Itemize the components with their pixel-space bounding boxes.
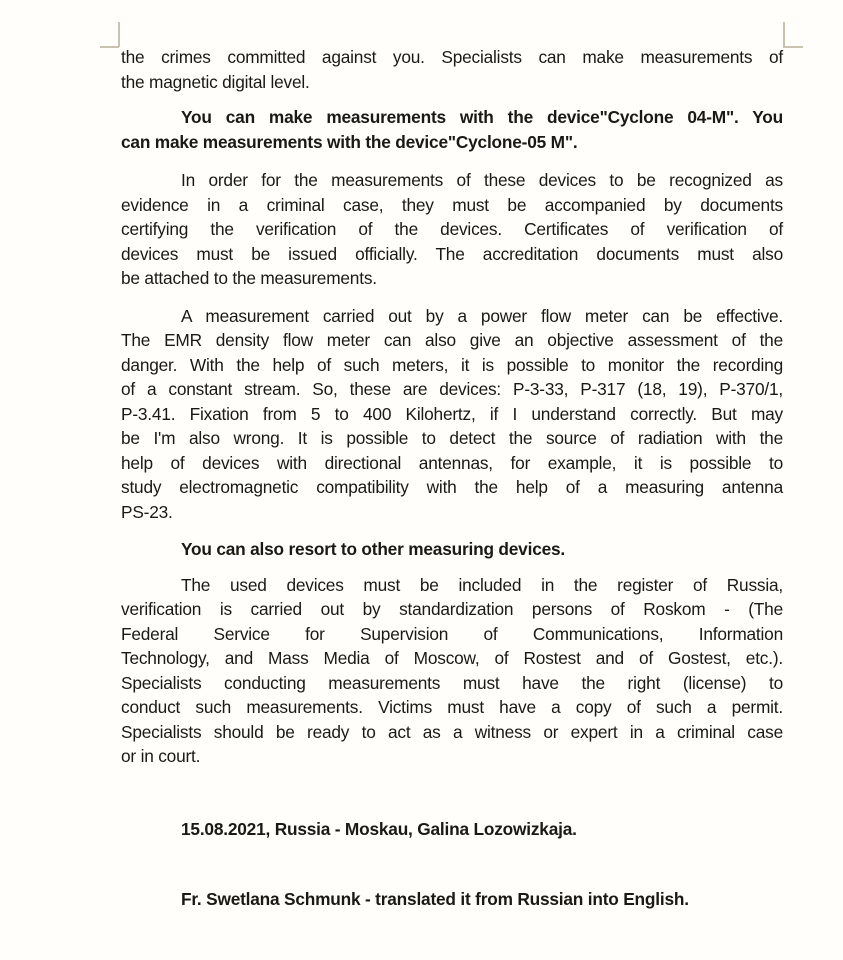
- paragraph-evidence: [121, 168, 783, 291]
- text-line: Specialists conducting measurements must have the right (license) to: [121, 672, 783, 693]
- text-line: of a constant stream. So, these are devices: P-3-33, P-317 (18, 19), P-370/1,: [121, 379, 783, 399]
- signature-date-author: [121, 817, 783, 842]
- text-line: verification is carried out by standardization persons of Roskom - (The: [121, 599, 783, 619]
- text-line: the magnetic digital level.: [121, 71, 310, 92]
- text-line: can make measurements with the device"Cyclone-05 M".: [121, 131, 578, 152]
- text-line: P-3.41. Fixation from 5 to 400 Kilohertz, if I understand correctly. But may: [121, 403, 783, 424]
- text-line: The used devices must be included in the register of Russia,: [181, 574, 783, 595]
- text-line: evidence in a criminal case, they must be accompanied by documents: [121, 194, 783, 215]
- paragraph-flow-meters: [121, 304, 783, 525]
- text-line: In order for the measurements of these devices to be recognized as: [181, 170, 783, 190]
- text-line: devices must be issued officially. The accreditation documents must also: [121, 243, 783, 264]
- corner-mark-top-right: [783, 22, 785, 47]
- paragraph-cyclone-devices: [121, 105, 783, 154]
- paragraph-register: [121, 573, 783, 769]
- text-line: conduct such measurements. Victims must have a copy of such a permit.: [121, 697, 783, 717]
- text-line: A measurement carried out by a power flow meter can be effective.: [181, 305, 783, 326]
- text-line: certifying the verification of the devices. Certificates of verification of: [121, 219, 783, 239]
- text-line: Fr. Swetlana Schmunk - translated it from Russian into English.: [181, 889, 689, 909]
- corner-mark-top-left: [100, 46, 119, 48]
- corner-mark-top-right: [783, 46, 803, 48]
- text-line: be I'm also wrong. It is possible to detect the source of radiation with the: [121, 428, 783, 448]
- text-line: You can also resort to other measuring devices.: [181, 539, 566, 559]
- text-line: or in court.: [121, 746, 201, 766]
- text-line: Technology, and Mass Media of Moscow, of Rostest and of Gostest, etc.).: [121, 648, 783, 668]
- document-page: [121, 45, 783, 912]
- text-line: You can make measurements with the device"Cyclone 04-M". You: [181, 107, 783, 127]
- text-line: the crimes committed against you. Specialists can make measurements of: [121, 47, 783, 67]
- paragraph-other-devices: [121, 537, 783, 562]
- text-line: The EMR density flow meter can also give an objective assessment of the: [121, 330, 783, 350]
- text-line: danger. With the help of such meters, it is possible to monitor the recording: [121, 354, 783, 375]
- text-line: help of devices with directional antennas, for example, it is possible to: [121, 452, 783, 473]
- text-line: Federal Service for Supervision of Communications, Information: [121, 623, 783, 644]
- text-line: PS-23.: [121, 501, 173, 522]
- text-line: Specialists should be ready to act as a witness or expert in a criminal case: [121, 721, 783, 742]
- text-line: 15.08.2021, Russia - Moskau, Galina Lozowizkaja.: [181, 818, 577, 839]
- paragraph-intro: [121, 45, 783, 94]
- corner-mark-top-left: [118, 22, 120, 47]
- translator-note: [121, 887, 783, 912]
- text-line: be attached to the measurements.: [121, 268, 377, 288]
- text-line: study electromagnetic compatibility with the help of a measuring antenna: [121, 477, 783, 497]
